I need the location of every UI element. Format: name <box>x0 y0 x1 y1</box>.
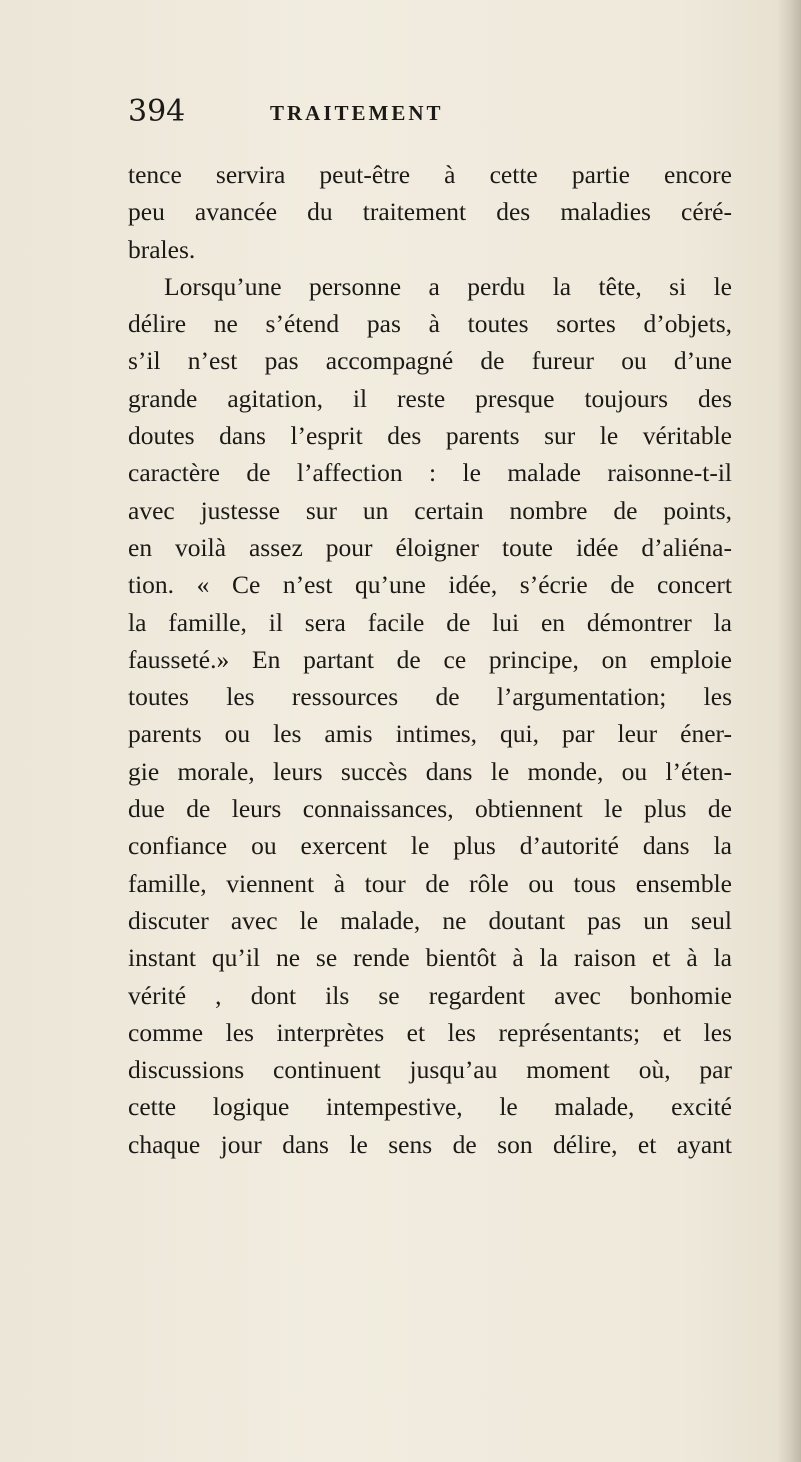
text-line: Lorsqu’une personne a perdu la tête, si le <box>164 271 732 301</box>
text-line: parents ou les amis intimes, qui, par leur éner- <box>128 719 732 749</box>
body-text <box>128 156 732 1163</box>
text-line: comme les interprètes et les représentants; et les <box>128 1017 732 1047</box>
page-edge-shadow <box>777 0 801 1462</box>
text-line: cette logique intempestive, le malade, excité <box>128 1092 732 1122</box>
text-line: avec justesse sur un certain nombre de points, <box>128 495 732 525</box>
text-line: gie morale, leurs succès dans le monde, ou l’éten- <box>128 756 732 786</box>
text-line: discuter avec le malade, ne doutant pas un seul <box>128 905 732 935</box>
text-line: vérité , dont ils se regardent avec bonhomie <box>128 980 732 1010</box>
text-line: tion. « Ce n’est qu’une idée, s’écrie de concert <box>128 570 732 600</box>
page-number: 394 <box>128 94 186 129</box>
text-line: caractère de l’affection : le malade raisonne-t-il <box>128 458 732 488</box>
text-line: famille, viennent à tour de rôle ou tous ensemble <box>128 868 732 898</box>
text-line: fausseté.» En partant de ce principe, on emploie <box>128 644 732 674</box>
text-line: la famille, il sera facile de lui en démontrer la <box>128 607 732 637</box>
page-header <box>128 94 688 138</box>
text-line: doutes dans l’esprit des parents sur le véritable <box>128 421 732 451</box>
text-line: discussions continuent jusqu’au moment où, par <box>128 1055 732 1085</box>
text-line: confiance ou exercent le plus d’autorité dans la <box>128 831 732 861</box>
text-line: chaque jour dans le sens de son délire, et ayant <box>128 1129 732 1159</box>
text-line: délire ne s’étend pas à toutes sortes d’objets, <box>128 309 732 339</box>
text-line: peu avancée du traitement des maladies céré- <box>128 197 732 227</box>
text-line: toutes les ressources de l’argumentation; les <box>128 682 732 712</box>
text-line: due de leurs connaissances, obtiennent le plus de <box>128 794 732 824</box>
text-line: tence servira peut-être à cette partie encore <box>128 160 732 189</box>
running-head: TRAITEMENT <box>270 101 444 125</box>
text-line: en voilà assez pour éloigner toute idée d’aliéna- <box>128 532 732 562</box>
text-line: s’il n’est pas accompagné de fureur ou d’une <box>128 346 732 376</box>
text-line: brales. <box>128 234 196 264</box>
text-line: instant qu’il ne se rende bientôt à la raison et à la <box>128 943 732 973</box>
text-line: grande agitation, il reste presque toujours des <box>128 383 732 413</box>
